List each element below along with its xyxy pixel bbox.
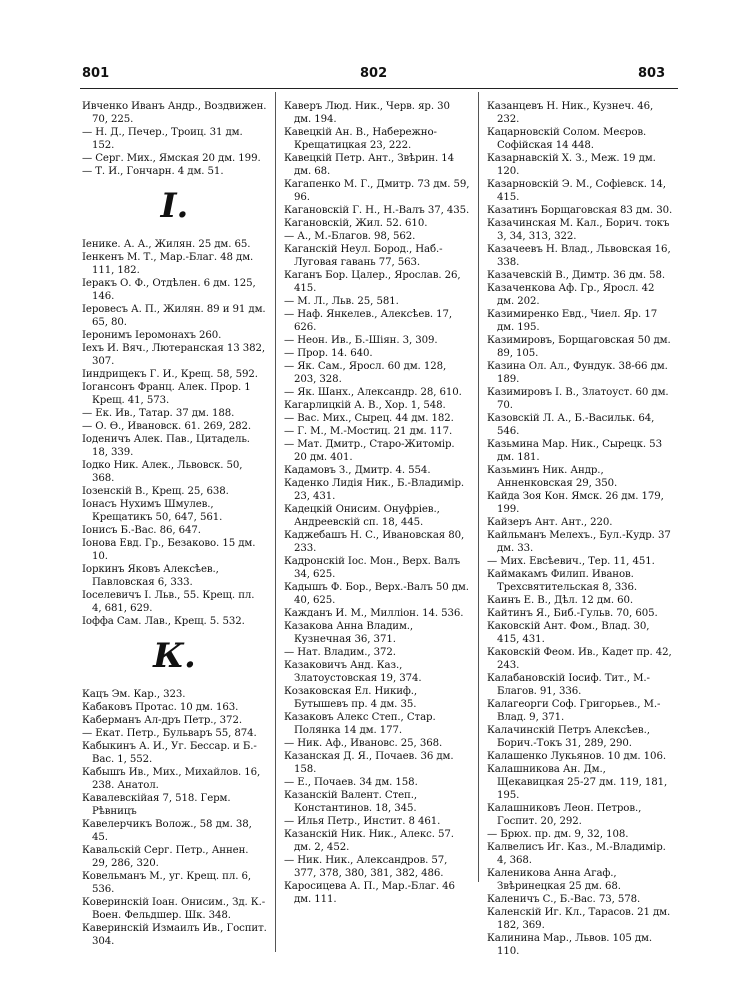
directory-entry: Кавальскій Серг. Петр., Аннен. 29, 286, 320. [82, 845, 249, 869]
page-number-right: 803 [638, 66, 666, 81]
directory-entry: — Неон. Ив., Б.-Шіян. 3, 309. [284, 335, 438, 346]
directory-entry: Кадецкій Онисим. Онуфріев., Андреевскій сп. 18, 445. [284, 504, 440, 528]
column-middle [284, 100, 470, 906]
directory-entry: Калабановскій Іосиф. Тит., М.-Благов. 91, 336. [487, 673, 650, 697]
directory-entry: — Илья Петр., Инстит. 8 461. [284, 816, 441, 827]
directory-entry: Кадамовъ З., Дмитр. 4. 554. [284, 465, 431, 476]
directory-entry: — Ник. Аф., Ивановс. 25, 368. [284, 738, 443, 749]
directory-entry: Кайльманъ Мелехъ., Бул.-Кудр. 37 дм. 33. [487, 530, 671, 554]
directory-entry: Кацъ Эм. Кар., 323. [82, 689, 186, 700]
directory-entry: Козаковская Ел. Никиф., Бутышевъ пр. 4 дм. 35. [284, 686, 418, 710]
directory-entry: Іеронимъ Іеромонахъ 260. [82, 330, 222, 341]
directory-entry: — Е., Почаев. 34 дм. 158. [284, 777, 418, 788]
directory-entry: Іонисъ Б.-Вас. 86, 647. [82, 525, 201, 536]
directory-entry: — Прор. 14. 640. [284, 348, 373, 359]
directory-entry: Казачеевъ Н. Влад., Львовская 16, 338. [487, 244, 671, 268]
directory-entry: — Брюх. пр. дм. 9, 32, 108. [487, 829, 629, 840]
page-number-left: 801 [82, 66, 110, 81]
directory-entry: — Ник. Ник., Александров. 57, 377, 378, 380, 381, 382, 486. [284, 855, 448, 879]
directory-entry: Кавецкій Ан. В., Набережно-Крещатицкая 23, 222. [284, 127, 437, 151]
directory-entry: Каросицева А. П., Мар.-Благ. 46 дм. 111. [284, 881, 455, 905]
directory-entry: Казанская Д. Я., Почаев. 36 дм. 158. [284, 751, 454, 775]
directory-entry: Іеракъ О. Ф., Отдѣлен. 6 дм. 125, 146. [82, 278, 256, 302]
directory-entry: Каверъ Люд. Ник., Черв. яр. 30 дм. 194. [284, 101, 450, 125]
directory-entry: Кайзеръ Ант. Ант., 220. [487, 517, 613, 528]
directory-entry: Іехъ И. Вяч., Лютеранская 13 382, 307. [82, 343, 266, 367]
directory-entry: — Ек. Ив., Татар. 37 дм. 188. [82, 408, 235, 419]
directory-entry: Коверинскій Іоан. Онисим., Зд. К.-Воен. Фельдшер. Шк. 348. [82, 897, 266, 921]
directory-entry: — М. Л., Льв. 25, 581. [284, 296, 399, 307]
directory-entry: Казимировъ, Борщаговская 50 дм. 89, 105. [487, 335, 671, 359]
directory-entry: Кавелерчикъ Волож., 58 дм. 38, 45. [82, 819, 252, 843]
directory-entry: Кадышъ Ф. Бор., Верх.-Валъ 50 дм. 40, 625. [284, 582, 469, 606]
directory-entry: Казачевскій В., Димтр. 36 дм. 58. [487, 270, 666, 281]
directory-entry: — А., М.-Благов. 98, 562. [284, 231, 416, 242]
directory-entry: — Мат. Дмитр., Старо-Житомір. 20 дм. 401. [284, 439, 455, 463]
directory-entry: Калашникова Ан. Дм., Щекавицкая 25-27 дм. 119, 181, 195. [487, 764, 668, 801]
directory-entry: Калагеорги Соф. Григорьев., М.-Влад. 9, 371. [487, 699, 661, 723]
directory-entry: Кабаковъ Протас. 10 дм. 163. [82, 702, 239, 713]
directory-entry: Кагарлицкій А. В., Хор. 1, 548. [284, 400, 446, 411]
directory-entry: — Як. Сам., Яросл. 60 дм. 128, 203, 328. [284, 361, 447, 385]
directory-entry: Каленскій Иг. Кл., Тарасов. 21 дм. 182, 369. [487, 907, 671, 931]
column-divider-1 [275, 92, 276, 952]
directory-entry: Іоденичъ Алек. Пав., Цитадель. 18, 339. [82, 434, 250, 458]
directory-entry: Казарновскій Э. М., Софіевск. 14, 415. [487, 179, 666, 203]
directory-entry: Кажданъ И. М., Милліон. 14. 536. [284, 608, 464, 619]
directory-entry: Казаченкова Аф. Гр., Яросл. 42 дм. 202. [487, 283, 655, 307]
directory-entry: Кайтинъ Я., Биб.-Гульв. 70, 605. [487, 608, 658, 619]
directory-entry: Казина Ол. Ал., Фундук. 38-66 дм. 189. [487, 361, 668, 385]
directory-entry: — Мих. Евсѣевич., Тер. 11, 451. [487, 556, 655, 567]
directory-entry: Кагановскій Г. Н., Н.-Валъ 37, 435. [284, 205, 470, 216]
directory-entry: — Наф. Янкелев., Алексѣев. 17, 626. [284, 309, 453, 333]
directory-entry: — Т. И., Гончарн. 4 дм. 51. [82, 166, 224, 177]
column-right [487, 100, 673, 958]
section-heading-i: І. [160, 186, 189, 226]
directory-entry: Іоселевичъ І. Льв., 55. Крещ. пл. 4, 681, 629. [82, 590, 255, 614]
directory-entry: Кавалевскійая 7, 518. Герм. Рѣвницъ [82, 793, 231, 817]
directory-entry: Казатинъ Борщаговская 83 дм. 30. [487, 205, 673, 216]
directory-entry: — Н. Д., Печер., Троиц. 31 дм. 152. [82, 127, 243, 151]
directory-entry: Кабыкинъ А. И., Уг. Бессар. и Б.-Вас. 1, 552. [82, 741, 257, 765]
directory-entry: — Вас. Мих., Сырец. 44 дм. 182. [284, 413, 454, 424]
directory-entry: Іенике. А. А., Жилян. 25 дм. 65. [82, 239, 251, 250]
directory-entry: Казачинская М. Кал., Борич. токъ 3, 34, 313, 322. [487, 218, 670, 242]
directory-entry: Каганъ Бор. Цалер., Ярослав. 26, 415. [284, 270, 461, 294]
directory-entry: Каденко Лидія Ник., Б.-Владимір. 23, 431. [284, 478, 465, 502]
header-rule [80, 88, 678, 89]
directory-entry: Каберманъ Ал-дръ Петр., 372. [82, 715, 242, 726]
directory-entry: Іенкенъ М. Т., Мар.-Благ. 48 дм. 111, 182. [82, 252, 254, 276]
directory-entry: Казьминъ Ник. Андр., Анненковская 29, 350. [487, 465, 618, 489]
directory-entry: Казанскій Ник. Ник., Алекс. 57. дм. 2, 452. [284, 829, 454, 853]
directory-entry: — Екат. Петр., Бульваръ 55, 874. [82, 728, 257, 739]
directory-entry: Іонасъ Нухимъ Шмулев., Крещатикъ 50, 647, 561. [82, 499, 223, 523]
directory-entry: Кайда Зоя Кон. Ямск. 26 дм. 179, 199. [487, 491, 664, 515]
directory-entry: Каленикова Анна Агаф., Звѣринецкая 25 дм. 68. [487, 868, 621, 892]
directory-entry: Казаковъ Алекс Степ., Стар. Полянка 14 дм. 177. [284, 712, 436, 736]
page-number-center: 802 [360, 66, 388, 81]
directory-entry: Кабышъ Ив., Мих., Михайлов. 16, 238. Анатол. [82, 767, 261, 791]
directory-entry: Каковскій Ант. Фом., Влад. 30, 415, 431. [487, 621, 650, 645]
directory-entry: Каинъ Е. В., Дѣл. 12 дм. 60. [487, 595, 634, 606]
directory-entry: Каленичъ С., Б.-Вас. 73, 578. [487, 894, 641, 905]
directory-entry: Калашниковъ Леон. Петров., Госпит. 20, 292. [487, 803, 642, 827]
directory-entry: Казанскій Валент. Степ., Константинов. 18, 345. [284, 790, 418, 814]
directory-entry: Кагановскій, Жил. 52. 610. [284, 218, 428, 229]
directory-entry: Каганскій Неул. Бород., Наб.-Луговая гавань 77, 563. [284, 244, 443, 268]
directory-entry: Ивченко Иванъ Андр., Воздвижен. 70, 225. [82, 101, 267, 125]
directory-entry: Калвелисъ Иг. Каз., М.-Владимір. 4, 368. [487, 842, 666, 866]
directory-entry: Казовскій Л. А., Б.-Васильк. 64, 546. [487, 413, 655, 437]
directory-entry: Каджебашъ Н. С., Ивановская 80, 233. [284, 530, 465, 554]
directory-entry: Іоффа Сам. Лав., Крещ. 5. 532. [82, 616, 245, 627]
directory-entry: Казарнавскій Х. З., Меж. 19 дм. 120. [487, 153, 656, 177]
directory-entry: Іеровесъ А. П., Жилян. 89 и 91 дм. 65, 80. [82, 304, 266, 328]
directory-entry: — Серг. Мих., Ямская 20 дм. 199. [82, 153, 261, 164]
directory-entry: Казаковичъ Анд. Каз., Златоустовская 19, 374. [284, 660, 422, 684]
section-heading-k: К. [153, 636, 196, 676]
directory-entry: Казимировъ І. В., Златоуст. 60 дм. 70. [487, 387, 669, 411]
directory-entry: Казакова Анна Владим., Кузнечная 36, 371. [284, 621, 414, 645]
directory-entry: Кагапенко М. Г., Дмитр. 73 дм. 59, 96. [284, 179, 470, 203]
directory-entry: Каймакамъ Филип. Иванов. Трехсвятительская 8, 336. [487, 569, 638, 593]
directory-entry: Каковскій Феом. Ив., Кадет пр. 42, 243. [487, 647, 672, 671]
directory-entry: Калинина Мар., Львов. 105 дм. 110. [487, 933, 652, 957]
directory-entry: Іозенскій В., Крещ. 25, 638. [82, 486, 229, 497]
directory-entry: — Г. М., М.-Мостиц. 21 дм. 117. [284, 426, 453, 437]
directory-entry: Іодко Ник. Алек., Львовск. 50, 368. [82, 460, 243, 484]
column-left [82, 100, 267, 948]
directory-entry: Калачинскій Петръ Алексѣев., Борич.-Токъ 31, 289, 290. [487, 725, 650, 749]
directory-entry: Іиндрищекъ Г. И., Крещ. 58, 592. [82, 369, 258, 380]
directory-entry: Казанцевъ Н. Ник., Кузнеч. 46, 232. [487, 101, 654, 125]
directory-entry: Казьмина Мар. Ник., Сырецк. 53 дм. 181. [487, 439, 662, 463]
column-divider-2 [478, 92, 479, 882]
directory-entry: — Як. Шанх., Александр. 28, 610. [284, 387, 462, 398]
directory-entry: Кадронскій Іос. Мон., Верх. Валъ 34, 625. [284, 556, 461, 580]
directory-entry: Кавецкій Петр. Ант., Звѣрин. 14 дм. 68. [284, 153, 454, 177]
directory-entry: — О. Ө., Ивановск. 61. 269, 282. [82, 421, 252, 432]
directory-entry: Іонова Евд. Гр., Безаково. 15 дм. 10. [82, 538, 256, 562]
directory-entry: Кацарновскій Солом. Меєров. Софійская 14 448. [487, 127, 647, 151]
directory-entry: Іогансонъ Франц. Алек. Прор. 1 Крещ. 41, 573. [82, 382, 251, 406]
directory-entry: Іоркинъ Яковъ Алексѣев., Павловская 6, 333. [82, 564, 219, 588]
directory-entry: Каверинскій Измаилъ Ив., Госпит. 304. [82, 923, 267, 947]
directory-entry: — Нат. Владим., 372. [284, 647, 396, 658]
directory-entry: Ковельманъ М., уг. Крещ. пл. 6, 536. [82, 871, 252, 895]
directory-entry: Казимиренко Евд., Чиел. Яр. 17 дм. 195. [487, 309, 658, 333]
directory-entry: Калашенко Лукьянов. 10 дм. 106. [487, 751, 666, 762]
